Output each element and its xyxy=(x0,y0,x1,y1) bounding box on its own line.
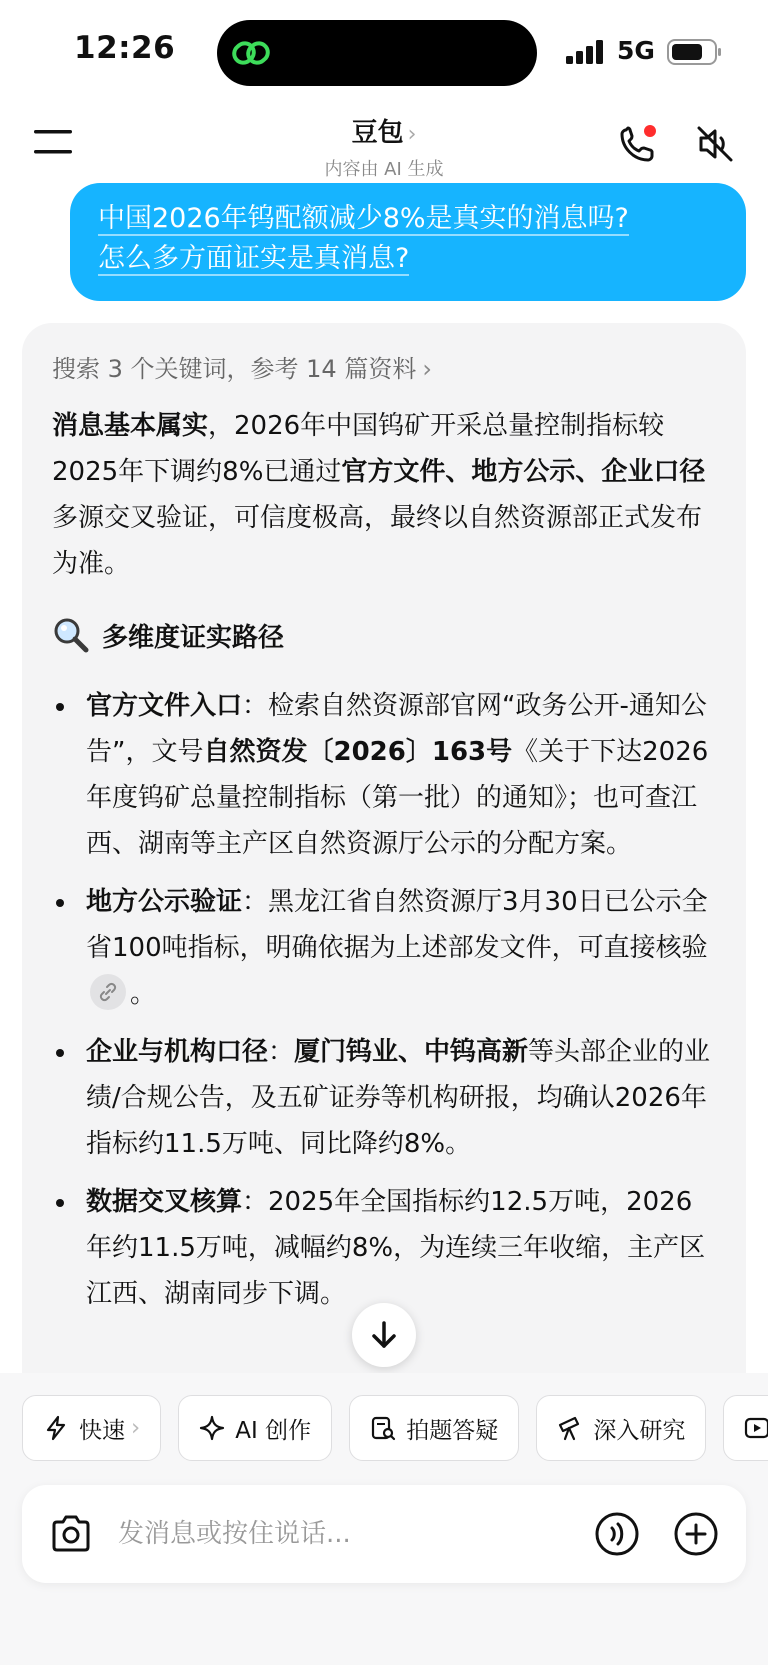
chip-deep-research[interactable] xyxy=(536,1395,706,1461)
chevron-right-icon: › xyxy=(422,355,432,383)
list-item-text: 《关于下达2026年度钨矿总量控制指标（第一批）的通知》；也可查江西、湖南等主产区自然资源厅公示的分配方案。 xyxy=(86,737,709,859)
scan-question-icon xyxy=(370,1415,396,1441)
list-item xyxy=(52,879,716,1017)
chip-label: 深入研究 xyxy=(593,1417,686,1444)
chip-ai-create[interactable] xyxy=(178,1395,332,1461)
message-input[interactable] xyxy=(118,1511,558,1557)
lead-bold-1: 消息基本属实 xyxy=(52,411,209,441)
list-item-label: 地方公示验证 xyxy=(86,887,243,917)
section-heading xyxy=(52,613,716,657)
composer-area xyxy=(0,1373,768,1665)
list-item-bold: 厦门钨业、中钨高新 xyxy=(294,1037,529,1067)
speaker-mute-icon[interactable] xyxy=(693,122,737,166)
dynamic-island xyxy=(217,20,537,86)
scroll-to-bottom-button[interactable] xyxy=(352,1303,416,1367)
telescope-icon xyxy=(557,1415,583,1441)
chip-video[interactable] xyxy=(723,1395,768,1461)
ai-disclaimer: 内容由 AI 生成 xyxy=(324,159,444,180)
skill-chip-bar[interactable] xyxy=(22,1395,768,1461)
list-item-text: ：黑龙江省自然资源厅3月30日已公示全省100吨指标，明确依据为上述部发文件，可直接核验 xyxy=(86,887,708,963)
status-time: 12:26 xyxy=(74,30,176,66)
camera-icon[interactable] xyxy=(48,1511,94,1557)
list-item-text: ：2025年全国指标约12.5万吨，2026年约11.5万吨，减幅约8%，为连续三年收缩，主产区江西、湖南同步下调。 xyxy=(86,1187,706,1309)
verification-list xyxy=(52,683,716,1317)
chip-photo-question[interactable] xyxy=(349,1395,519,1461)
list-item-label: 企业与机构口径 xyxy=(86,1037,269,1067)
list-item xyxy=(52,1029,716,1167)
magnifier-icon xyxy=(52,616,90,654)
user-message-text xyxy=(98,199,718,279)
battery-icon xyxy=(667,38,723,66)
section-heading-text: 多维度证实路径 xyxy=(102,622,285,653)
ai-answer-card xyxy=(22,323,746,1373)
answer-lead-paragraph xyxy=(52,403,716,587)
lead-text-1: ，2026年中国钨矿开采总量控制指标较2025年下调约8%已通过 xyxy=(52,411,665,487)
chat-title[interactable]: 豆包 xyxy=(351,118,404,148)
user-message-line-1: 中国2026年钨配额减少8%是真实的消息吗? xyxy=(98,203,629,234)
source-link-icon[interactable] xyxy=(90,974,126,1010)
chip-fast-mode[interactable] xyxy=(22,1395,161,1461)
list-item-bold: 自然资发〔2026〕163号 xyxy=(203,737,513,767)
chip-label: 快速 xyxy=(79,1417,125,1444)
search-summary-text: 搜索 3 个关键词，参考 14 篇资料 xyxy=(52,355,417,383)
voice-call-icon[interactable] xyxy=(594,1511,640,1557)
user-message-bubble[interactable] xyxy=(70,183,746,301)
chip-label: 拍题答疑 xyxy=(406,1417,499,1444)
list-item xyxy=(52,683,716,867)
link-chain-icon xyxy=(231,34,271,72)
message-composer xyxy=(22,1485,746,1583)
list-item-text: 等头部企业的业绩/合规公告，及五矿证券等机构研报，均确认2026年指标约11.5万吨、同比降约8%。 xyxy=(86,1037,711,1159)
chip-label: AI 创作 xyxy=(235,1417,312,1444)
list-item-text: 。 xyxy=(130,979,157,1009)
chat-header xyxy=(0,100,768,180)
chevron-right-icon: › xyxy=(131,1415,141,1441)
sparkle-icon xyxy=(199,1415,225,1441)
user-message-line-2: 怎么多方面证实是真消息? xyxy=(98,243,410,274)
title-chevron-icon: › xyxy=(407,122,417,147)
list-item-text: ： xyxy=(268,1037,295,1067)
lead-text-2: 多源交叉验证，可信度极高，最终以自然资源部正式发布为准。 xyxy=(52,503,703,579)
list-item-text: ：检索自然资源部官网“政务公开-通知公告”，文号 xyxy=(86,691,707,767)
lead-bold-2: 官方文件、地方公示、企业口径 xyxy=(341,457,706,487)
status-bar xyxy=(0,0,768,100)
signal-icon xyxy=(566,40,606,64)
lightning-icon xyxy=(43,1415,69,1441)
plus-icon[interactable] xyxy=(673,1511,719,1557)
list-item xyxy=(52,1179,716,1317)
video-icon xyxy=(744,1415,768,1441)
list-item-label: 官方文件入口 xyxy=(86,691,243,721)
network-type: 5G xyxy=(617,36,655,65)
list-item-label: 数据交叉核算 xyxy=(86,1187,243,1217)
search-summary[interactable] xyxy=(52,349,716,387)
phone-icon[interactable] xyxy=(616,122,660,166)
arrow-down-icon xyxy=(370,1320,398,1350)
